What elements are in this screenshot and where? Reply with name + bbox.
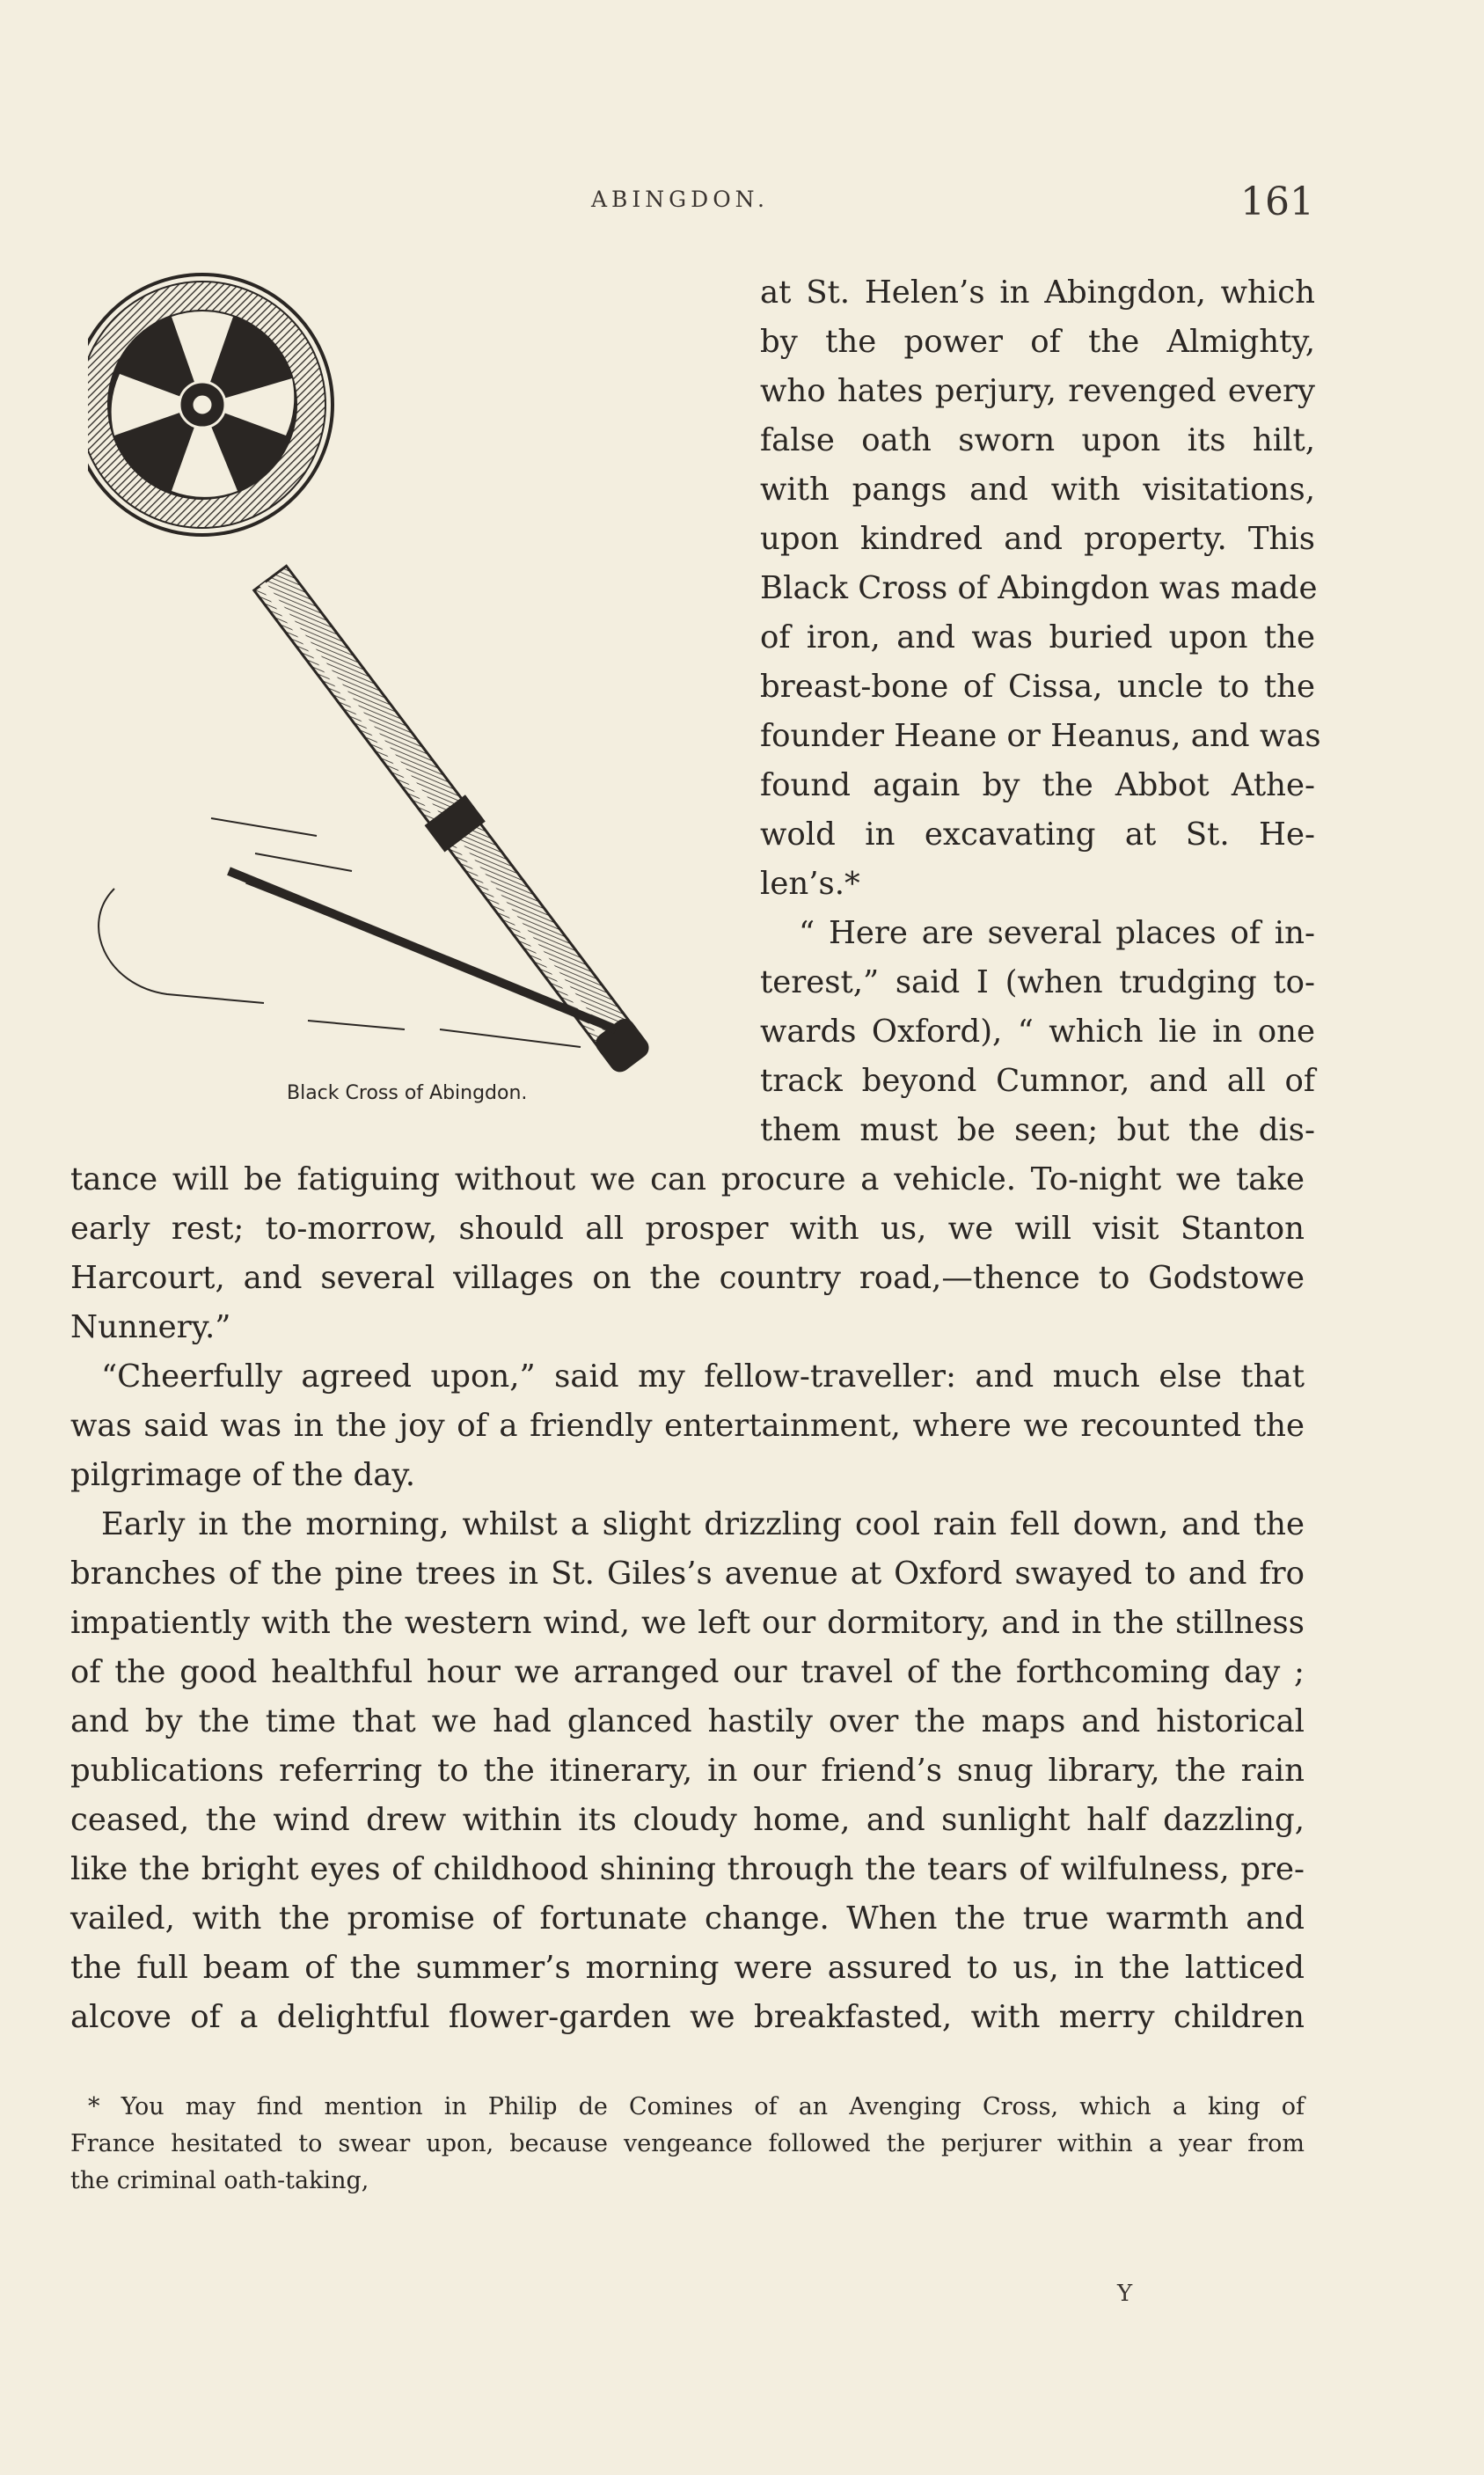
body-line: and by the time that we had glanced hastily over the maps and historical xyxy=(70,1703,1305,1739)
body-line: Early in the morning, whilst a slight drizzling cool rain fell down, and the xyxy=(101,1506,1305,1542)
body-line: upon kindred and property. This xyxy=(760,521,1315,557)
body-line: of iron, and was buried upon the xyxy=(760,619,1315,655)
body-line: alcove of a delightful flower-garden we breakfasted, with merry children xyxy=(70,1999,1305,2035)
body-line: len’s.* xyxy=(760,866,860,902)
body-line: them must be seen; but the dis- xyxy=(760,1112,1315,1148)
figure-caption: Black Cross of Abingdon. xyxy=(287,1082,528,1104)
body-line: track beyond Cumnor, and all of xyxy=(760,1063,1315,1099)
page-number: 161 xyxy=(1240,179,1314,224)
body-line: impatiently with the western wind, we left our dormitory, and in the stillness xyxy=(70,1605,1305,1641)
body-line: was said was in the joy of a friendly entertainment, where we recounted the xyxy=(70,1408,1305,1444)
body-line: at St. Helen’s in Abingdon, which xyxy=(760,275,1315,311)
body-line: early rest; to-morrow, should all prosper with us, we will visit Stanton xyxy=(70,1211,1305,1247)
body-line: “ Here are several places of in- xyxy=(799,915,1315,951)
body-line: false oath sworn upon its hilt, xyxy=(760,422,1315,458)
body-line: of the good healthful hour we arranged our travel of the forthcoming day ; xyxy=(70,1654,1305,1690)
body-line: who hates perjury, revenged every xyxy=(760,373,1315,409)
body-line: the full beam of the summer’s morning were assured to us, in the latticed xyxy=(70,1950,1305,1986)
body-line: “Cheerfully agreed upon,” said my fellow-traveller: and much else that xyxy=(101,1358,1305,1395)
body-line: terest,” said I (when trudging to- xyxy=(760,964,1315,1000)
body-line: breast-bone of Cissa, uncle to the xyxy=(760,669,1315,705)
signature-mark: Y xyxy=(1117,2281,1133,2307)
body-line: wards Oxford), “ which lie in one xyxy=(760,1014,1315,1050)
body-line: tance will be fatiguing without we can procure a vehicle. To-night we take xyxy=(70,1161,1305,1197)
body-line: Harcourt, and several villages on the country road,—thence to Godstowe xyxy=(70,1260,1305,1296)
footnote-line: France hesitated to swear upon, because vengeance followed the perjurer within a year from xyxy=(70,2130,1305,2157)
body-line: publications referring to the itinerary, in our friend’s snug library, the rain xyxy=(70,1753,1305,1789)
body-line: vailed, with the promise of fortunate change. When the true warmth and xyxy=(70,1900,1305,1937)
body-line: Nunnery.” xyxy=(70,1309,231,1345)
body-line: founder Heane or Heanus, and was xyxy=(760,718,1321,754)
body-line: pilgrimage of the day. xyxy=(70,1457,416,1493)
body-line: wold in excavating at St. He- xyxy=(760,816,1315,853)
body-line: found again by the Abbot Athe- xyxy=(760,767,1315,803)
body-line: with pangs and with visitations, xyxy=(760,472,1315,508)
header-title: ABINGDON. xyxy=(591,187,769,212)
body-line: Black Cross of Abingdon was made xyxy=(760,570,1318,606)
black-cross-illustration xyxy=(88,255,739,1091)
body-line: ceased, the wind drew within its cloudy home, and sunlight half dazzling, xyxy=(70,1802,1305,1838)
footnote-line: * You may find mention in Philip de Comines of an Avenging Cross, which a king of xyxy=(88,2093,1305,2120)
body-line: branches of the pine trees in St. Giles’s avenue at Oxford swayed to and fro xyxy=(70,1556,1305,1592)
body-line: by the power of the Almighty, xyxy=(760,324,1315,360)
body-line: like the bright eyes of childhood shining through the tears of wilfulness, pre- xyxy=(70,1851,1305,1887)
footnote-line: the criminal oath-taking, xyxy=(70,2167,369,2194)
